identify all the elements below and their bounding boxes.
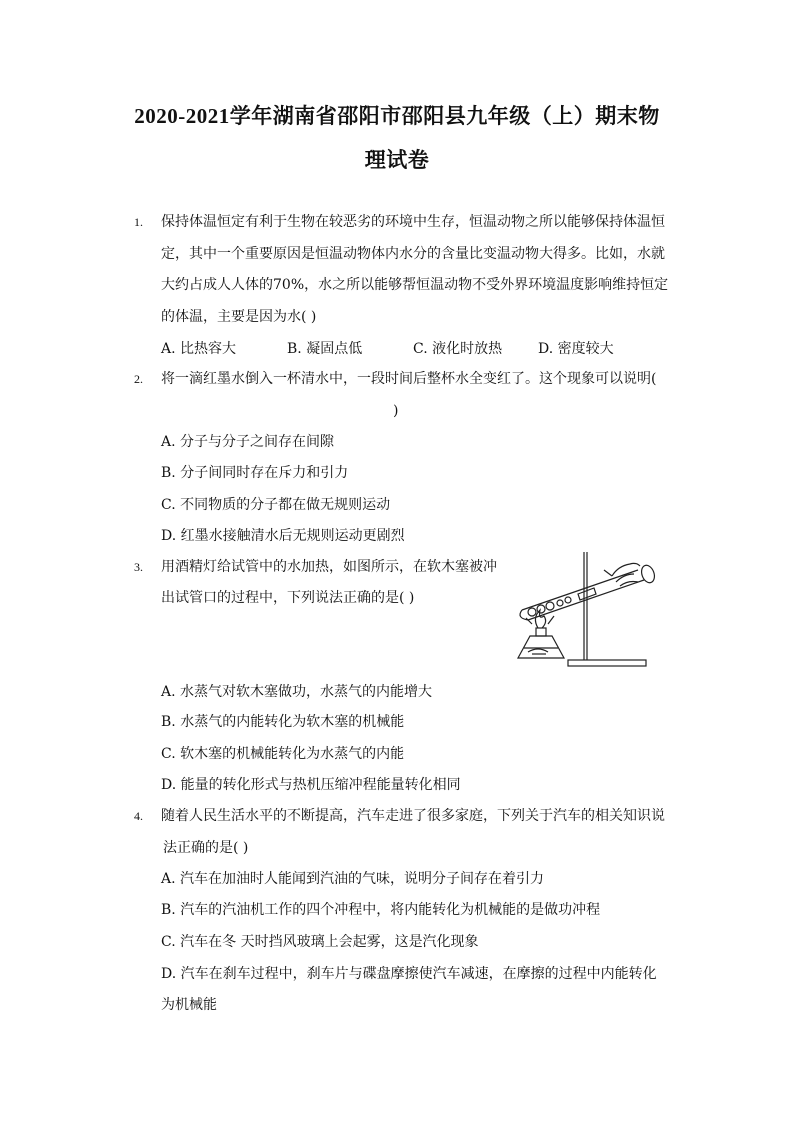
page-title-line-2: 理试卷: [364, 148, 430, 172]
question-1-text: 定，其中一个重要原因是恒温动物体内水分的含量比变温动物大得多。比如，水就: [161, 246, 665, 262]
question-1-text: 的体温，主要是因为水( ): [161, 309, 317, 325]
question-4-text: 随着人民生活水平的不断提高，汽车走进了很多家庭，下列关于汽车的相关知识说: [161, 808, 665, 824]
question-4-option-d-continued: 为机械能: [161, 997, 217, 1013]
question-2-option-a: A. 分子与分子之间存在间隙: [161, 434, 335, 450]
question-4-option-c: C. 汽车在冬 天时挡风玻璃上会起雾，这是汽化现象: [161, 934, 479, 950]
question-4-text: 法正确的是( ): [163, 840, 249, 856]
question-1-text: 大约占成人人体的70%，水之所以能够帮恒温动物不受外界环境温度影响维持恒定: [161, 277, 669, 293]
question-3-number: 3.: [134, 560, 143, 574]
question-2-option-c: C. 不同物质的分子都在做无规则运动: [161, 497, 391, 513]
question-4-option-b: B. 汽车的汽油机工作的四个冲程中，将内能转化为机械能的是做功冲程: [161, 902, 601, 918]
question-1-option-b: B. 凝固点低: [287, 341, 363, 357]
question-2-option-d: D. 红墨水接触清水后无规则运动更剧烈: [161, 528, 405, 544]
question-4-option-d: D. 汽车在刹车过程中，刹车片与碟盘摩擦使汽车减速，在摩擦的过程中内能转化: [161, 966, 657, 982]
question-1-option-c: C. 液化时放热: [413, 341, 503, 357]
question-3-option-b: B. 水蒸气的内能转化为软木塞的机械能: [161, 714, 405, 730]
question-1-number: 1.: [134, 215, 143, 229]
question-3-option-a: A. 水蒸气对软木塞做功，水蒸气的内能增大: [161, 684, 433, 700]
question-3-option-c: C. 软木塞的机械能转化为水蒸气的内能: [161, 746, 405, 762]
test-tube-heating-figure: [508, 548, 666, 672]
page-title-line-1: 2020-2021学年湖南省邵阳市邵阳县九年级（上）期末物: [134, 104, 660, 128]
question-3-text: 用酒精灯给试管中的水加热，如图所示，在软木塞被冲: [161, 559, 497, 575]
question-2-text: ): [393, 403, 399, 419]
question-4-number: 4.: [134, 809, 143, 823]
question-3-option-d: D. 能量的转化形式与热机压缩冲程能量转化相同: [161, 777, 461, 793]
question-1-option-a: A. 比热容大: [161, 341, 237, 357]
question-1-text: 保持体温恒定有利于生物在较恶劣的环境中生存，恒温动物之所以能够保持体温恒: [161, 214, 665, 230]
question-2-text: 将一滴红墨水倒入一杯清水中，一段时间后整杯水全变红了。这个现象可以说明(: [161, 371, 657, 387]
question-2-option-b: B. 分子间同时存在斥力和引力: [161, 465, 349, 481]
question-4-option-a: A. 汽车在加油时人能闻到汽油的气味，说明分子间存在着引力: [161, 871, 545, 887]
question-1-option-d: D. 密度较大: [538, 341, 614, 357]
question-2-number: 2.: [134, 372, 143, 386]
question-3-text: 出试管口的过程中，下列说法正确的是( ): [161, 590, 415, 606]
